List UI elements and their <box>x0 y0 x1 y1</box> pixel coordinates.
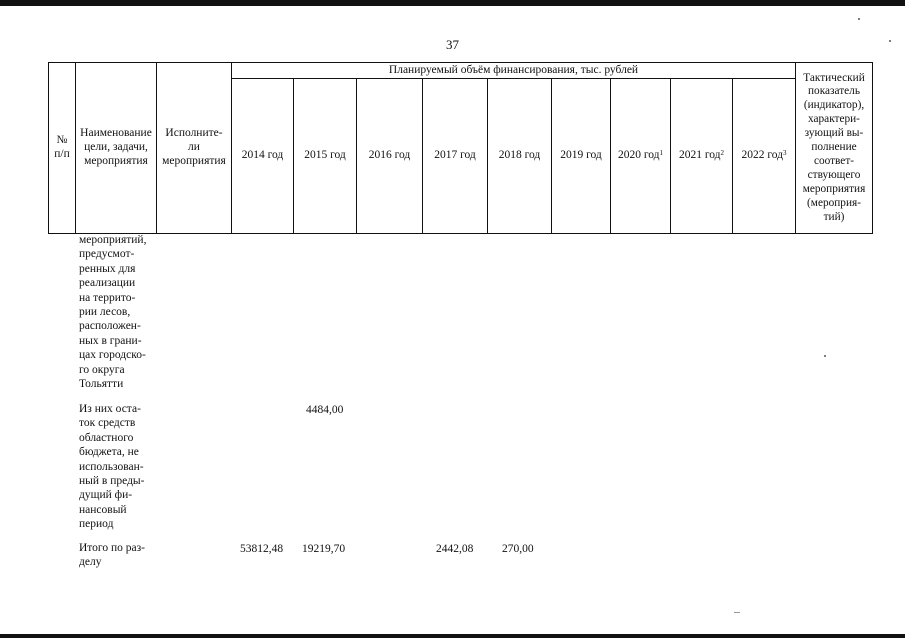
header-year-2017: 2017 год <box>434 149 476 162</box>
row-3-value-2014: 53812,48 <box>240 543 284 555</box>
header-year-2014: 2014 год <box>241 149 284 162</box>
header-col-executor: Исполните- ли мероприятия <box>162 127 226 167</box>
scan-speck <box>734 612 740 613</box>
header-year-2019: 2019 год <box>560 149 602 162</box>
header-year-2021: 2021 год 2 <box>678 149 725 162</box>
header-year-2016: 2016 год <box>368 149 411 162</box>
scan-speck <box>858 18 860 20</box>
row-3-value-2017: 2442,08 <box>436 543 474 555</box>
row-3-value-2018: 270,00 <box>502 543 534 555</box>
header-year-2020: 2020 год 1 <box>617 149 664 162</box>
scan-speck <box>889 40 891 42</box>
row-3-value-2015: 19219,70 <box>302 543 346 555</box>
header-year-2015: 2015 год <box>304 149 346 162</box>
header-col-number: № п/п <box>54 134 70 160</box>
row-2-name: Из них оста- ток средств областного бюджета, не использован- ный в преды- дущий фи- нансовый период <box>79 403 145 531</box>
scan-speck <box>824 355 826 357</box>
header-year-2022: 2022 год 3 <box>741 149 787 162</box>
header-col-name: Наименование цели, задачи, мероприятия <box>80 127 152 167</box>
header-col-indicator: Тактический показатель (индикатор), характери- зующий вы- полнение соответ- ствующего мероприятия (мероприя- тий) <box>802 71 866 223</box>
header-year-2018: 2018 год <box>498 149 541 162</box>
header-financing-title: Планируемый объём финансирования, тыс. рублей <box>388 63 639 76</box>
page-number: 37 <box>446 37 459 52</box>
row-3-name: Итого по раз- делу <box>79 542 145 569</box>
row-1-name: мероприятий, предусмот- ренных для реализации на террито- рии лесов, расположен- ных в грани- цах городско- го округа Тольятти <box>79 234 147 391</box>
bottom-border-rule <box>0 634 905 638</box>
row-2-value-2015: 4484,00 <box>306 404 344 416</box>
